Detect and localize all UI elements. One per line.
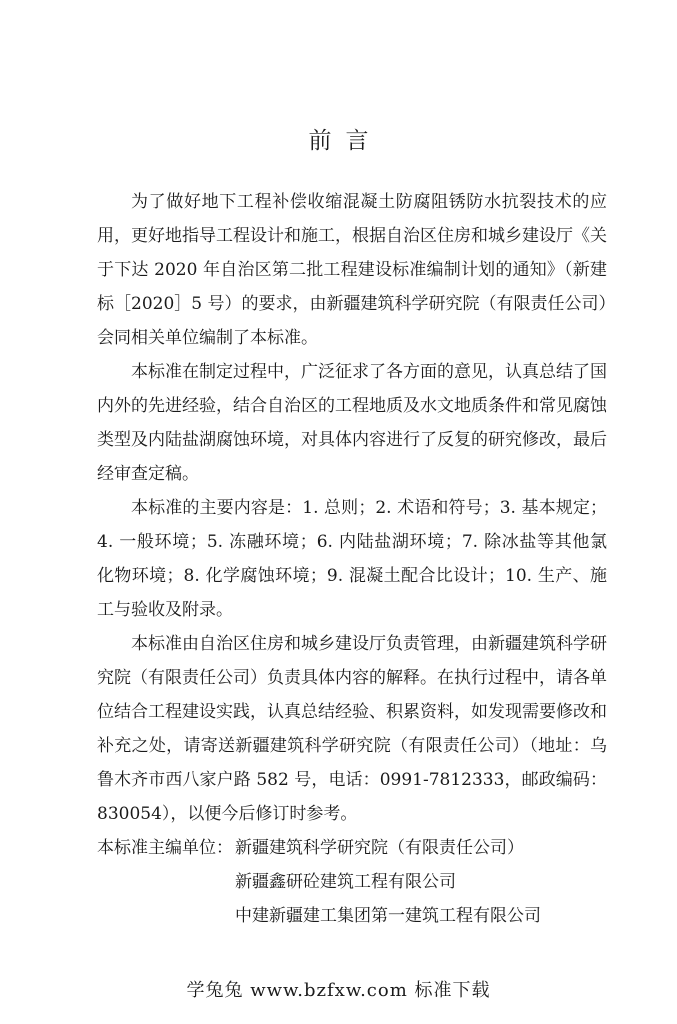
download-watermark: 学兔兔 www.bzfxw.com 标准下载 [186, 980, 491, 1001]
paragraph-process: 本标准在制定过程中，广泛征求了各方面的意见，认真总结了国内外的先进经验，结合自治区的工程地质及水文地质条件和常见腐蚀类型及内陆盐湖腐蚀环境，对具体内容进行了反复的研究修改，最后经审查定稿。 [97, 362, 607, 484]
paragraph-contents: 本标准的主要内容是：1. 总则；2. 术语和符号；3. 基本规定；4. 一般环境；5. 冻融环境；6. 内陆盐湖环境；7. 除冰盐等其他氯化物环境；8. 化学腐蚀环境；9. 混凝土配合比设计；10. 生产、施工与验收及附录。 [97, 498, 607, 620]
paragraph-purpose: 为了做好地下工程补偿收缩混凝土防腐阻锈防水抗裂技术的应用，更好地指导工程设计和施工，根据自治区住房和城乡建设厅《关于下达 2020 年自治区第二批工程建设标准编制计划的通知》（新建标［2020］5 号）的要求，由新疆建筑科学研究院（有限责任公司）会同相关单位编制了本标准。 [97, 192, 607, 348]
chief-editor-unit-3: 中建新疆建工集团第一建筑工程有限公司 [235, 906, 541, 926]
paragraph-management: 本标准由自治区住房和城乡建设厅负责管理，由新疆建筑科学研究院（有限责任公司）负责具体内容的解释。在执行过程中，请各单位结合工程建设实践，认真总结经验、积累资料，如发现需要修改和补充之处，请寄送新疆建筑科学研究院（有限责任公司）（地址：乌鲁木齐市西八家户路 582 号，电话：0991-7812333，邮政编码：830054），以便今后修订时参考。 [97, 634, 607, 824]
chief-editor-label: 本标准主编单位： [97, 838, 233, 858]
chief-editor-unit-2: 新疆鑫研砼建筑工程有限公司 [235, 872, 456, 892]
chief-editor-row [97, 831, 607, 865]
document-body [97, 185, 607, 933]
page-title: 前言 [308, 128, 383, 154]
chief-editor-unit-1: 新疆建筑科学研究院（有限责任公司） [235, 838, 524, 858]
